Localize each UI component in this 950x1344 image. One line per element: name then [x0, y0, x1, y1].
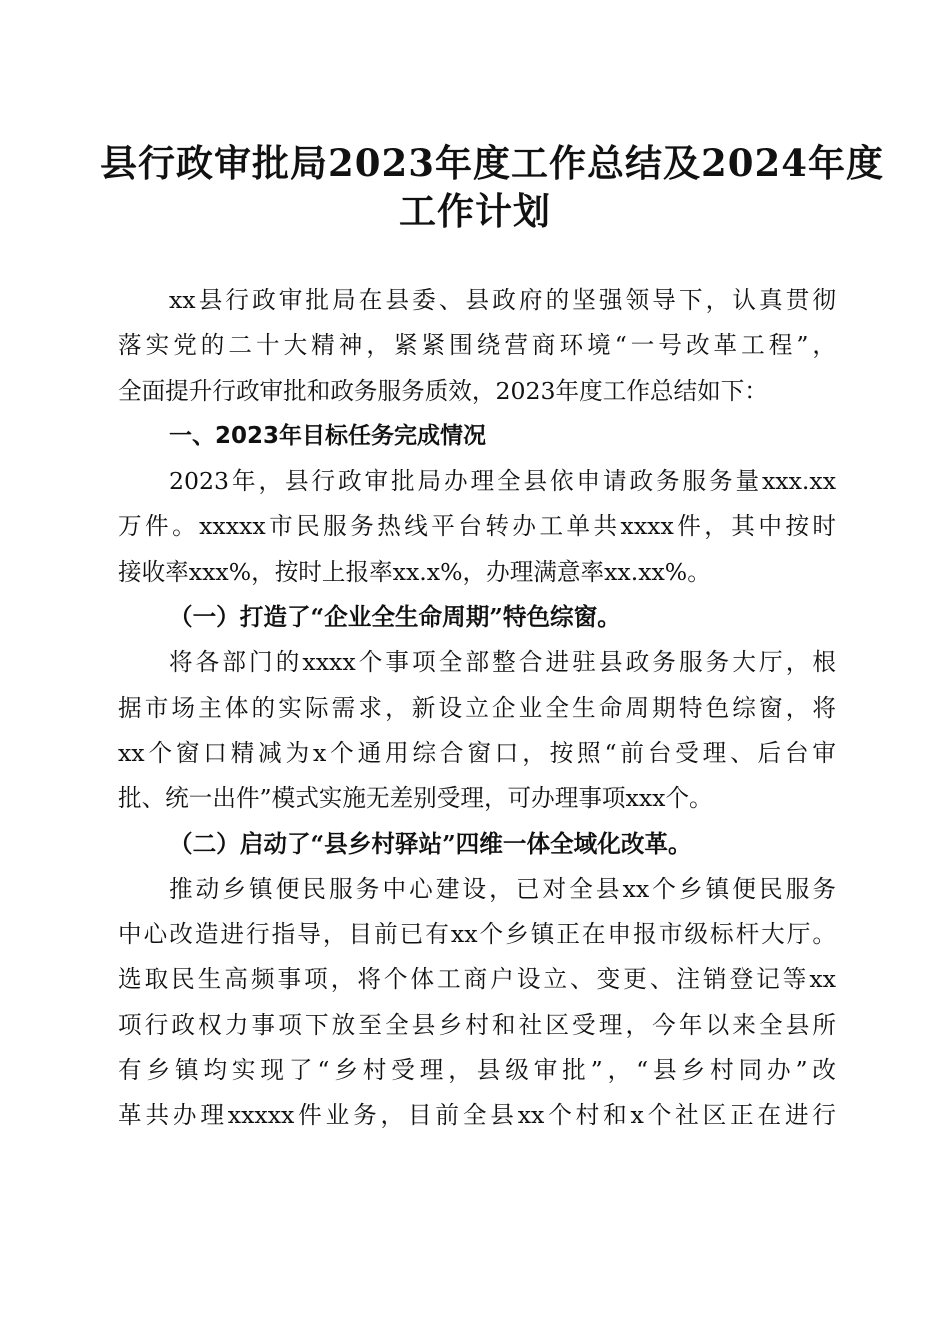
intro-line: xx县行政审批局在县委、县政府的坚强领导下，认真贯彻 [169, 286, 836, 314]
paragraph-line: 万件。xxxxx市民服务热线平台转办工单共xxxx件，其中按时 [118, 512, 836, 541]
paragraph-line: 据市场主体的实际需求，新设立企业全生命周期特色综窗，将 [118, 693, 836, 722]
paragraph-line: 有乡镇均实现了“乡村受理，县级审批”，“县乡村同办”改 [118, 1056, 836, 1085]
paragraph-line: 2023年，县行政审批局办理全县依申请政务服务量xxx.xx [169, 467, 836, 496]
intro-line: 落实党的二十大精神，紧紧围绕营商环境“一号改革工程”， [118, 331, 836, 360]
paragraph-line: 选取民生高频事项，将个体工商户设立、变更、注销登记等xx [118, 965, 836, 994]
paragraph-line: 推动乡镇便民服务中心建设，已对全县xx个乡镇便民服务 [169, 874, 836, 903]
document-title-line-1: 县行政审批局2023年度工作总结及2024年度 [100, 141, 884, 185]
paragraph-line: 将各部门的xxxx个事项全部整合进驻县政务服务大厅，根 [169, 648, 836, 677]
paragraph-line: 革共办理xxxxx件业务，目前全县xx个村和x个社区正在进行 [118, 1101, 836, 1130]
subsection-heading: （一）打造了“企业全生命周期”特色综窗。 [169, 603, 621, 632]
document-title-line-2: 工作计划 [399, 189, 551, 233]
paragraph-line: 项行政权力事项下放至全县乡村和社区受理，今年以来全县所 [118, 1010, 836, 1039]
paragraph-line: 中心改造进行指导，目前已有xx个乡镇正在申报市级标杆大厅。 [118, 920, 836, 949]
paragraph-line: 批、统一出件”模式实施无差别受理，可办理事项xxx个。 [118, 784, 713, 813]
subsection-heading: （二）启动了“县乡村驿站”四维一体全域化改革。 [169, 829, 692, 858]
paragraph-line: xx个窗口精减为x个通用综合窗口，按照“前台受理、后台审 [118, 738, 836, 767]
paragraph-line: 接收率xxx%，按时上报率xx.x%，办理满意率xx.xx%。 [118, 557, 711, 586]
document-body [118, 278, 836, 1139]
section-heading: 一、2023年目标任务完成情况 [169, 422, 487, 449]
intro-line: 全面提升行政审批和政务服务质效，2023年度工作总结如下： [118, 376, 768, 405]
